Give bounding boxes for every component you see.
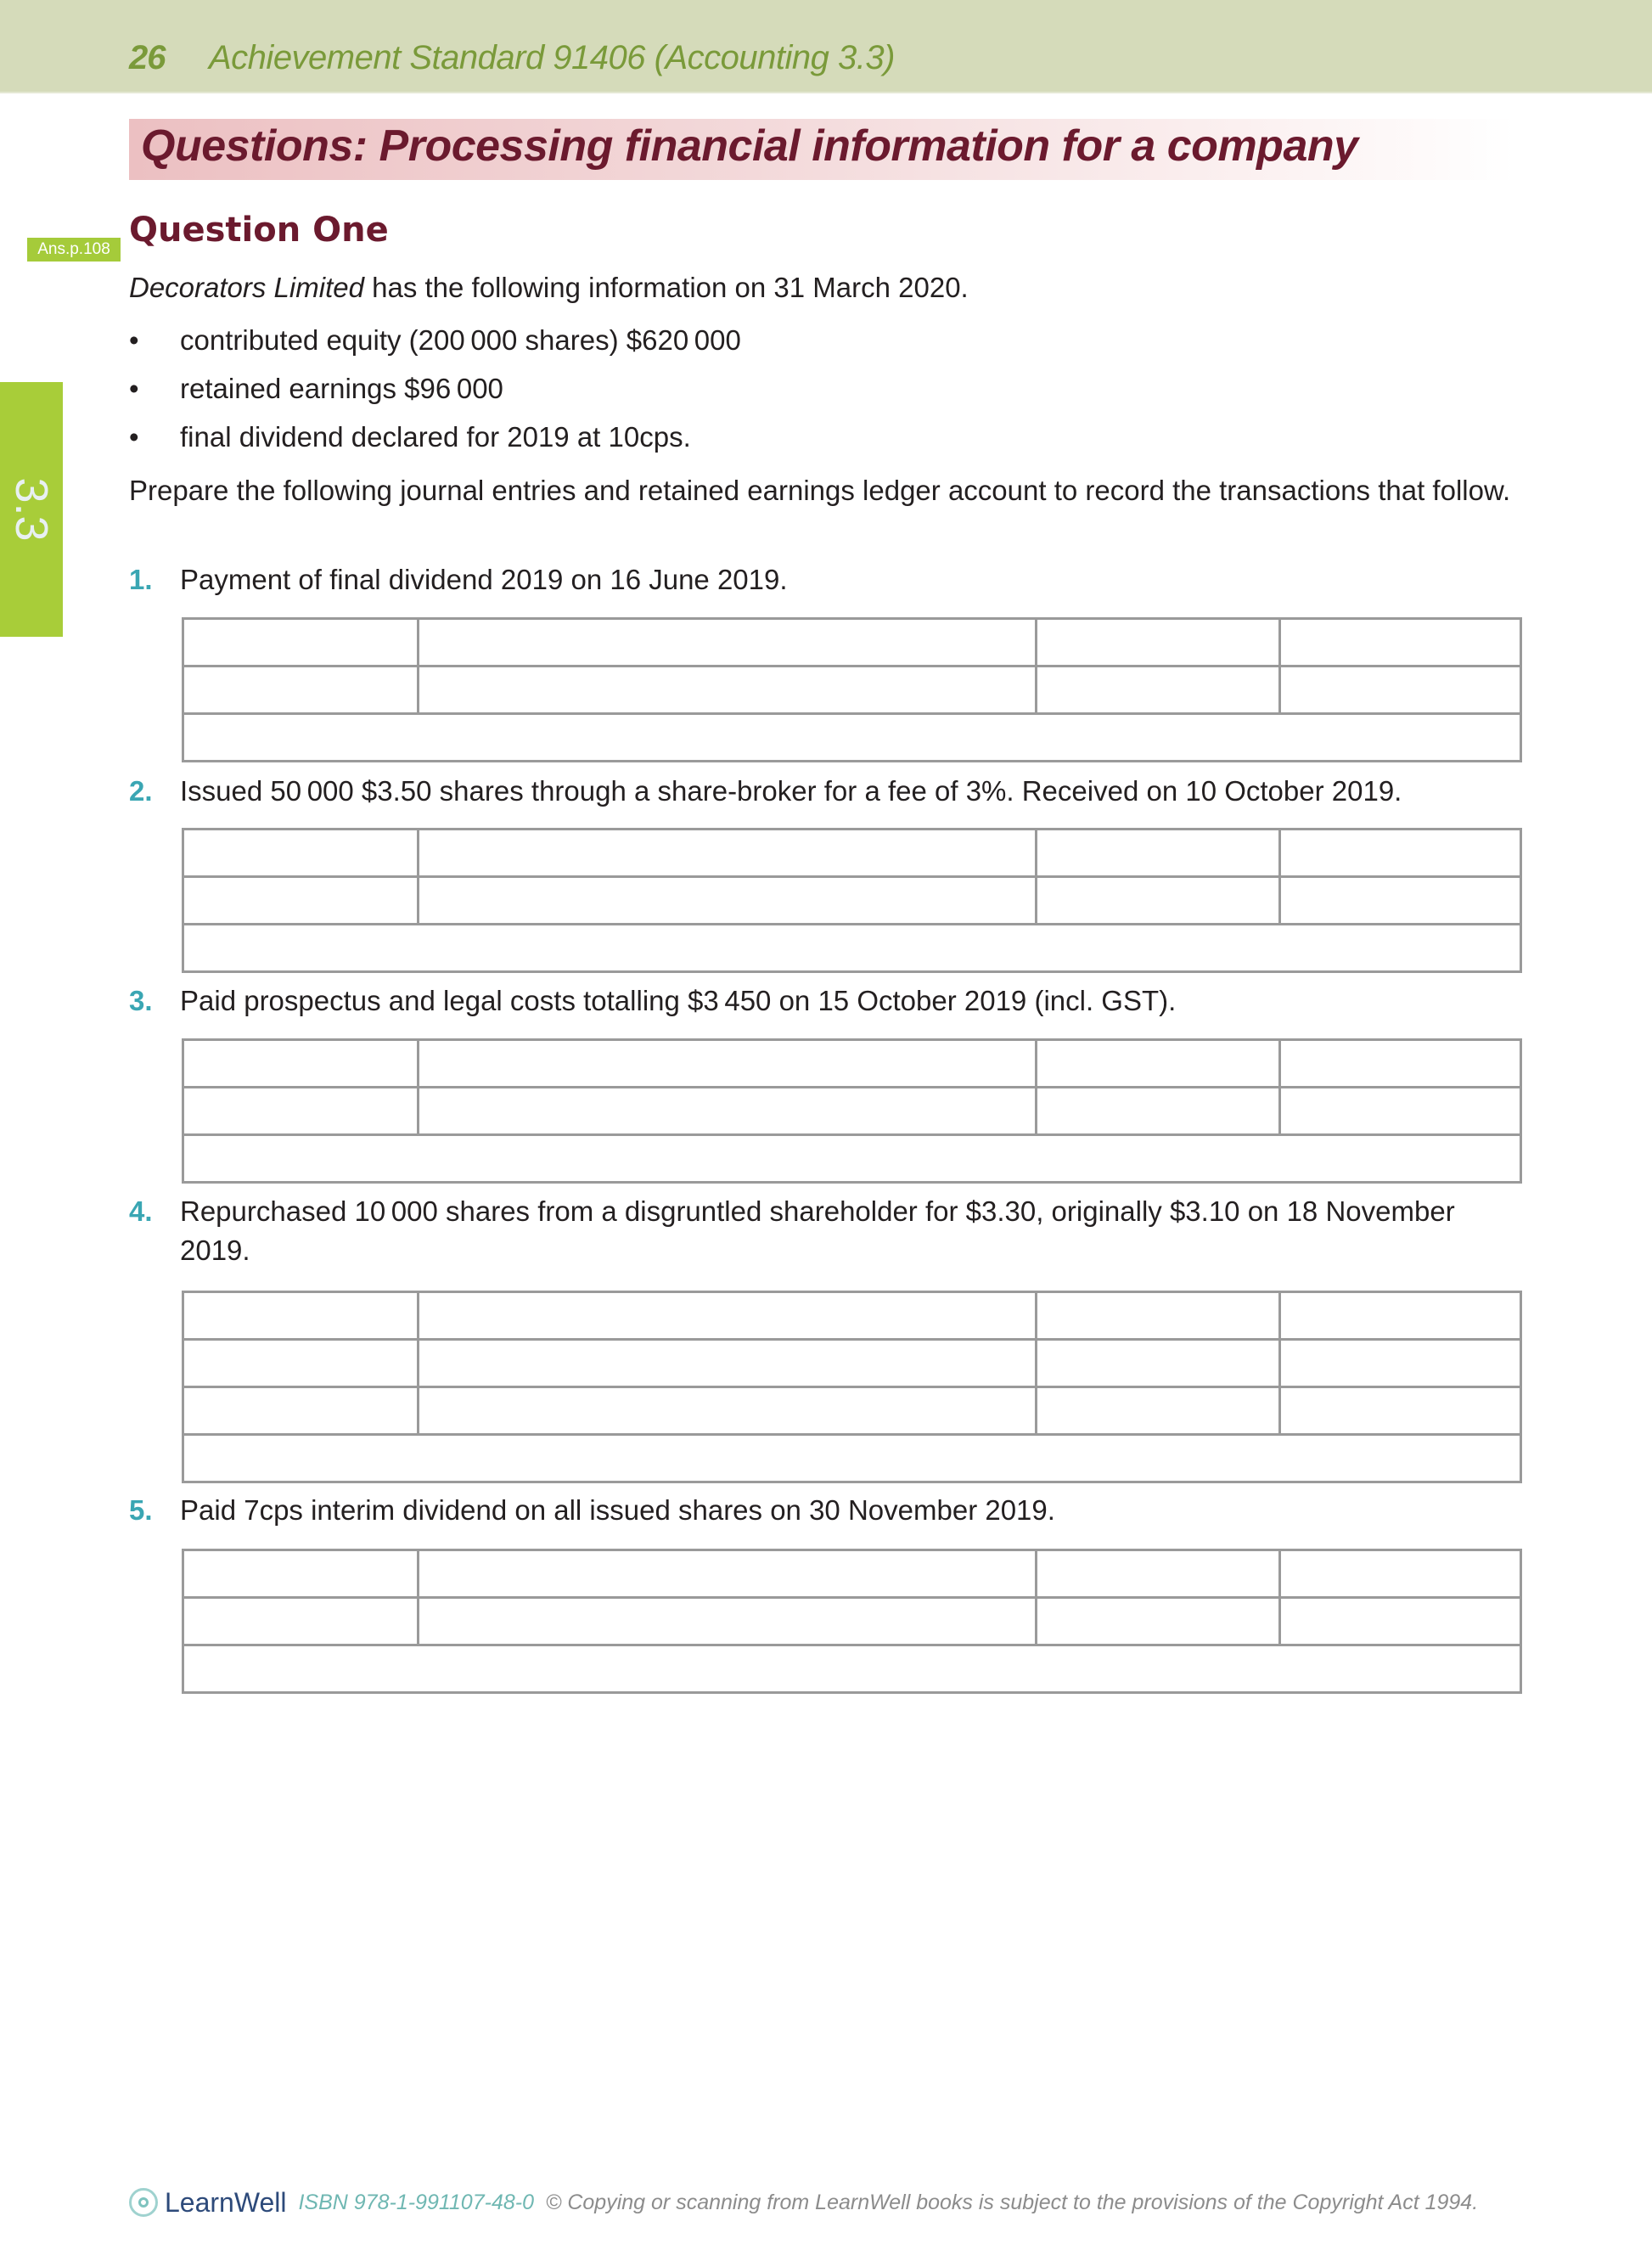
credit-cell[interactable]	[1281, 620, 1520, 665]
debit-cell[interactable]	[1037, 667, 1281, 712]
date-cell[interactable]	[184, 1551, 419, 1596]
narration-cell[interactable]	[184, 1646, 1520, 1691]
item-number: 3.	[129, 985, 153, 1016]
credit-cell[interactable]	[1281, 667, 1520, 712]
journal-row	[184, 1599, 1520, 1646]
running-title: Achievement Standard 91406 (Accounting 3.3)	[209, 39, 895, 76]
page-number: 26	[129, 39, 166, 76]
debit-cell[interactable]	[1037, 1341, 1281, 1386]
date-cell[interactable]	[184, 1293, 419, 1338]
section-title: Questions: Processing financial information for a company	[141, 121, 1358, 171]
account-cell[interactable]	[419, 830, 1037, 875]
debit-cell[interactable]	[1037, 1388, 1281, 1433]
account-cell[interactable]	[419, 1551, 1037, 1596]
debit-cell[interactable]	[1037, 830, 1281, 875]
side-tab-label: 3.3	[6, 477, 57, 542]
intro-text	[129, 272, 969, 304]
narration-cell[interactable]	[184, 925, 1520, 970]
bullet-item	[129, 324, 741, 357]
account-cell[interactable]	[419, 1599, 1037, 1644]
credit-cell[interactable]	[1281, 1388, 1520, 1433]
learnwell-logo-icon	[129, 2188, 158, 2217]
journal-entry-table-2	[182, 828, 1522, 973]
date-cell[interactable]	[184, 620, 419, 665]
bullet-item	[129, 373, 503, 405]
date-cell[interactable]	[184, 1341, 419, 1386]
debit-cell[interactable]	[1037, 1293, 1281, 1338]
bullet-icon: •	[129, 373, 139, 404]
debit-cell[interactable]	[1037, 1088, 1281, 1133]
question-item-4	[129, 1195, 1455, 1228]
bullet-icon: •	[129, 324, 139, 356]
journal-entry-table-1	[182, 617, 1522, 762]
journal-row	[184, 1551, 1520, 1599]
item-text: Paid 7cps interim dividend on all issued shares on 30 November 2019.	[180, 1494, 1055, 1526]
debit-cell[interactable]	[1037, 878, 1281, 923]
narration-cell[interactable]	[184, 715, 1520, 760]
date-cell[interactable]	[184, 830, 419, 875]
journal-row	[184, 1293, 1520, 1341]
journal-row	[184, 1088, 1520, 1136]
bullet-text: retained earnings $96 000	[180, 373, 503, 404]
item-number: 5.	[129, 1494, 153, 1526]
item-text: Issued 50 000 $3.50 shares through a share-broker for a fee of 3%. Received on 10 October 2019.	[180, 775, 1402, 807]
bullet-item	[129, 421, 691, 453]
item-text: Repurchased 10 000 shares from a disgruntled shareholder for $3.30, originally $3.10 on 18 November	[180, 1195, 1455, 1227]
date-cell[interactable]	[184, 1599, 419, 1644]
item-number: 2.	[129, 775, 153, 807]
page-footer	[129, 2184, 1478, 2221]
debit-cell[interactable]	[1037, 1041, 1281, 1086]
credit-cell[interactable]	[1281, 1599, 1520, 1644]
journal-row	[184, 1041, 1520, 1088]
account-cell[interactable]	[419, 1388, 1037, 1433]
question-item-2	[129, 775, 1402, 807]
instruction-text: Prepare the following journal entries and retained earnings ledger account to record the transactions that follow.	[129, 475, 1511, 506]
debit-cell[interactable]	[1037, 620, 1281, 665]
journal-row	[184, 830, 1520, 878]
company-name: Decorators Limited	[129, 272, 364, 303]
date-cell[interactable]	[184, 878, 419, 923]
debit-cell[interactable]	[1037, 1551, 1281, 1596]
copyright-notice: © Copying or scanning from LearnWell books is subject to the provisions of the Copyright Act 1994.	[545, 2190, 1479, 2214]
journal-entry-table-3	[182, 1038, 1522, 1184]
journal-row	[184, 878, 1520, 925]
journal-row	[184, 667, 1520, 715]
item-number: 4.	[129, 1195, 153, 1227]
narration-cell[interactable]	[184, 1136, 1520, 1181]
credit-cell[interactable]	[1281, 1293, 1520, 1338]
date-cell[interactable]	[184, 1088, 419, 1133]
bullet-text: contributed equity (200 000 shares) $620 000	[180, 324, 741, 356]
credit-cell[interactable]	[1281, 1551, 1520, 1596]
question-item-1	[129, 564, 788, 596]
date-cell[interactable]	[184, 1041, 419, 1086]
question-heading: Question One	[129, 211, 389, 250]
account-cell[interactable]	[419, 667, 1037, 712]
item-text: Paid prospectus and legal costs totalling $3 450 on 15 October 2019 (incl. GST).	[180, 985, 1177, 1016]
account-cell[interactable]	[419, 1293, 1037, 1338]
date-cell[interactable]	[184, 667, 419, 712]
intro-rest: has the following information on 31 March 2020.	[363, 272, 969, 303]
journal-row	[184, 1388, 1520, 1436]
isbn: ISBN 978-1-991107-48-0	[298, 2190, 534, 2214]
chapter-side-tab	[0, 382, 63, 637]
credit-cell[interactable]	[1281, 878, 1520, 923]
credit-cell[interactable]	[1281, 1088, 1520, 1133]
narration-row	[184, 925, 1520, 970]
journal-entry-table-4	[182, 1291, 1522, 1483]
bullet-text: final dividend declared for 2019 at 10cps.	[180, 421, 691, 453]
journal-row	[184, 1341, 1520, 1388]
credit-cell[interactable]	[1281, 830, 1520, 875]
item-text-continued: 2019.	[180, 1235, 250, 1266]
question-item-5	[129, 1494, 1055, 1527]
account-cell[interactable]	[419, 1341, 1037, 1386]
journal-row	[184, 620, 1520, 667]
narration-row	[184, 1436, 1520, 1481]
item-number: 1.	[129, 564, 153, 595]
narration-row	[184, 1646, 1520, 1691]
narration-row	[184, 1136, 1520, 1181]
brand-name: LearnWell	[165, 2186, 287, 2218]
date-cell[interactable]	[184, 1388, 419, 1433]
answer-page-link[interactable]: Ans.p.108	[27, 238, 121, 262]
account-cell[interactable]	[419, 1088, 1037, 1133]
account-cell[interactable]	[419, 620, 1037, 665]
journal-entry-table-5	[182, 1549, 1522, 1694]
account-cell[interactable]	[419, 878, 1037, 923]
credit-cell[interactable]	[1281, 1041, 1520, 1086]
bullet-icon: •	[129, 421, 139, 453]
narration-row	[184, 715, 1520, 760]
item-text: Payment of final dividend 2019 on 16 June 2019.	[180, 564, 788, 595]
question-item-3	[129, 985, 1176, 1017]
account-cell[interactable]	[419, 1041, 1037, 1086]
debit-cell[interactable]	[1037, 1599, 1281, 1644]
credit-cell[interactable]	[1281, 1341, 1520, 1386]
narration-cell[interactable]	[184, 1436, 1520, 1481]
